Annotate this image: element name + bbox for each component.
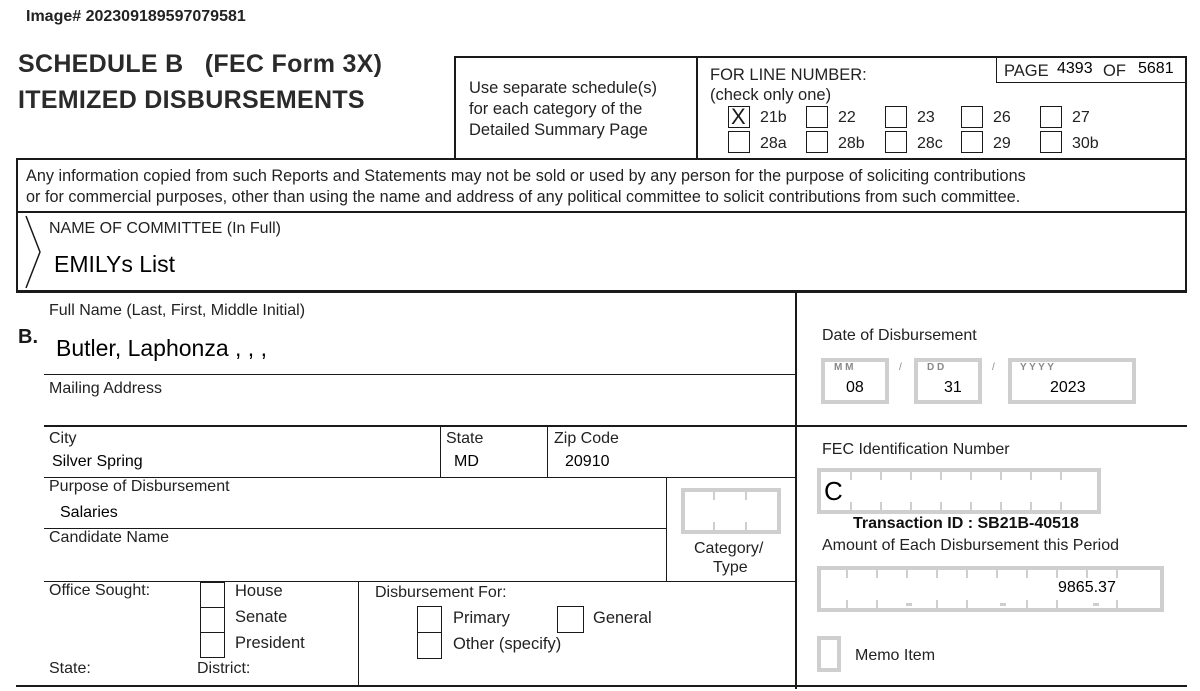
office-president-label: President bbox=[235, 634, 305, 652]
full-name-value: Butler, Laphonza , , , bbox=[56, 335, 267, 361]
candidate-name-label: Candidate Name bbox=[49, 529, 170, 546]
instructions-line-1: Use separate schedule(s) bbox=[469, 79, 658, 97]
section-letter: B. bbox=[18, 326, 38, 348]
office-senate-checkbox[interactable] bbox=[200, 607, 225, 633]
amount-tick-12 bbox=[876, 600, 878, 608]
amount-tick-5 bbox=[966, 570, 968, 578]
amount-tick-16 bbox=[1056, 600, 1058, 608]
fec-tick-12 bbox=[940, 502, 942, 510]
amount-decimal bbox=[1093, 603, 1099, 606]
line-28c-checkbox[interactable] bbox=[885, 131, 907, 153]
name-underline bbox=[44, 374, 795, 375]
amount-tick-11 bbox=[846, 600, 848, 608]
fec-id-box[interactable] bbox=[817, 468, 1101, 514]
amount-value: 9865.37 bbox=[1058, 579, 1116, 596]
date-day: 31 bbox=[944, 379, 962, 396]
page-label: PAGE bbox=[1004, 62, 1049, 80]
line-23-checkbox[interactable] bbox=[885, 106, 907, 128]
category-tick-3 bbox=[713, 522, 715, 530]
category-divider bbox=[666, 477, 667, 582]
day-hint: D D bbox=[927, 362, 945, 373]
line-27-label: 27 bbox=[1072, 109, 1090, 126]
primary-checkbox[interactable] bbox=[417, 606, 442, 633]
line-22-label: 22 bbox=[838, 109, 856, 126]
fec-tick-7 bbox=[1030, 472, 1032, 480]
zip-label: Zip Code bbox=[554, 430, 619, 447]
memo-label: Memo Item bbox=[855, 647, 936, 664]
image-id: Image# 202309189597079581 bbox=[26, 8, 246, 25]
fec-tick-15 bbox=[1030, 502, 1032, 510]
instructions-line-2: for each category of the bbox=[469, 100, 643, 118]
purpose-value: Salaries bbox=[60, 504, 118, 521]
schedule-title bbox=[18, 50, 382, 79]
amount-tick-1 bbox=[846, 570, 848, 578]
transaction-id: Transaction ID : SB21B-40518 bbox=[853, 515, 1079, 532]
form-subtitle: ITEMIZED DISBURSEMENTS bbox=[18, 86, 365, 114]
fec-tick-2 bbox=[880, 472, 882, 480]
line-28b-label: 28b bbox=[838, 135, 865, 152]
committee-name-label: NAME OF COMMITTEE (In Full) bbox=[49, 220, 281, 237]
committee-name: EMILYs List bbox=[54, 251, 175, 277]
fec-tick-5 bbox=[970, 472, 972, 480]
office-house-checkbox[interactable] bbox=[200, 582, 225, 608]
month-hint: M M bbox=[834, 362, 854, 373]
line-21b-checkbox[interactable] bbox=[728, 106, 750, 128]
category-tick-4 bbox=[745, 522, 747, 530]
amount-label: Amount of Each Disbursement this Period bbox=[822, 537, 1120, 554]
line-29-checkbox[interactable] bbox=[961, 131, 983, 153]
fec-id-prefix: C bbox=[824, 476, 843, 506]
notice-line-2: or for commercial purposes, other than using the name and address of any political committee to solicit contributions from such committee. bbox=[26, 188, 1021, 206]
category-tick-2 bbox=[745, 492, 747, 500]
fec-tick-3 bbox=[910, 472, 912, 480]
fec-tick-16 bbox=[1060, 502, 1062, 510]
date-month: 08 bbox=[846, 379, 864, 396]
fec-tick-9 bbox=[850, 502, 852, 510]
line-27-checkbox[interactable] bbox=[1040, 106, 1062, 128]
instructions-line-3: Detailed Summary Page bbox=[469, 121, 648, 139]
line-23-label: 23 bbox=[917, 109, 935, 126]
date-year: 2023 bbox=[1050, 379, 1086, 396]
line-29-label: 29 bbox=[993, 135, 1011, 152]
general-label: General bbox=[593, 609, 652, 627]
category-type-box[interactable] bbox=[681, 488, 781, 534]
amount-tick-15 bbox=[1026, 600, 1028, 608]
line-28a-checkbox[interactable] bbox=[728, 131, 750, 153]
date-separator-2: / bbox=[992, 362, 995, 373]
page-current: 4393 bbox=[1057, 60, 1093, 77]
amount-tick-10 bbox=[1116, 570, 1118, 578]
primary-label: Primary bbox=[453, 609, 510, 627]
fec-tick-14 bbox=[1000, 502, 1002, 510]
amount-tick-13 bbox=[936, 600, 938, 608]
state-value: MD bbox=[454, 453, 479, 470]
amount-tick-8 bbox=[1056, 570, 1058, 578]
amount-tick-3 bbox=[906, 570, 908, 578]
disbursement-for-label: Disbursement For: bbox=[375, 584, 507, 601]
right-column-divider bbox=[795, 293, 797, 689]
page-of-label: OF bbox=[1103, 62, 1126, 80]
city-state-divider bbox=[440, 425, 441, 477]
amount-comma-1 bbox=[906, 603, 912, 606]
form-name: (FEC Form 3X) bbox=[204, 50, 383, 78]
fec-tick-11 bbox=[910, 502, 912, 510]
bottom-rule bbox=[16, 685, 1187, 687]
fec-tick-4 bbox=[940, 472, 942, 480]
amount-tick-14 bbox=[966, 600, 968, 608]
fec-tick-10 bbox=[880, 502, 882, 510]
line-number-subtitle: (check only one) bbox=[710, 86, 832, 104]
candidate-underline bbox=[44, 581, 795, 582]
city-value: Silver Spring bbox=[52, 453, 143, 470]
fec-tick-8 bbox=[1060, 472, 1062, 480]
type-label: Type bbox=[713, 559, 748, 576]
line-26-label: 26 bbox=[993, 109, 1011, 126]
line-30b-label: 30b bbox=[1072, 135, 1099, 152]
purpose-label: Purpose of Disbursement bbox=[49, 478, 230, 495]
state-zip-divider bbox=[547, 425, 548, 477]
date-separator-1: / bbox=[899, 362, 902, 373]
check-mark-icon: X bbox=[731, 104, 746, 129]
fec-tick-6 bbox=[1000, 472, 1002, 480]
category-tick-1 bbox=[713, 492, 715, 500]
line-number-title: FOR LINE NUMBER: bbox=[710, 66, 867, 84]
amount-tick-17 bbox=[1116, 600, 1118, 608]
amount-tick-2 bbox=[876, 570, 878, 578]
full-name-label: Full Name (Last, First, Middle Initial) bbox=[49, 302, 306, 319]
category-label: Category/ bbox=[694, 540, 764, 557]
office-sought-label: Office Sought: bbox=[49, 582, 151, 599]
state-label: State bbox=[446, 430, 484, 447]
line-28a-label: 28a bbox=[760, 135, 787, 152]
line-26-checkbox[interactable] bbox=[961, 106, 983, 128]
office-house-label: House bbox=[235, 582, 283, 600]
office-president-checkbox[interactable] bbox=[200, 632, 225, 658]
office-state-label: State: bbox=[49, 660, 91, 677]
fec-id-label: FEC Identification Number bbox=[822, 441, 1010, 458]
committee-arrow-icon bbox=[24, 214, 44, 290]
city-label: City bbox=[49, 430, 77, 447]
line-21b-label: 21b bbox=[760, 109, 787, 126]
amount-tick-6 bbox=[996, 570, 998, 578]
date-underline bbox=[795, 425, 1187, 427]
mailing-address-label: Mailing Address bbox=[49, 380, 162, 397]
other-label: Other (specify) bbox=[453, 635, 562, 653]
other-checkbox[interactable] bbox=[417, 632, 442, 659]
year-hint: Y Y Y Y bbox=[1020, 362, 1054, 373]
schedule-title-text: SCHEDULE B bbox=[18, 50, 184, 78]
fec-tick-13 bbox=[970, 502, 972, 510]
page-total: 5681 bbox=[1138, 60, 1174, 77]
line-28c-label: 28c bbox=[917, 135, 943, 152]
memo-checkbox[interactable] bbox=[817, 636, 841, 672]
general-checkbox[interactable] bbox=[557, 606, 584, 633]
office-senate-label: Senate bbox=[235, 608, 288, 626]
zip-value: 20910 bbox=[565, 453, 610, 470]
amount-tick-7 bbox=[1026, 570, 1028, 578]
line-22-checkbox[interactable] bbox=[806, 106, 828, 128]
amount-tick-9 bbox=[1086, 570, 1088, 578]
office-divider bbox=[358, 581, 359, 685]
amount-comma-2 bbox=[1000, 603, 1006, 606]
fec-tick-1 bbox=[850, 472, 852, 480]
notice-line-1: Any information copied from such Reports and Statements may not be sold or used by any person for the purpose of soliciting contributions bbox=[26, 167, 1026, 185]
amount-tick-4 bbox=[936, 570, 938, 578]
date-label: Date of Disbursement bbox=[822, 327, 977, 344]
address-underline bbox=[44, 425, 795, 427]
line-30b-checkbox[interactable] bbox=[1040, 131, 1062, 153]
line-28b-checkbox[interactable] bbox=[806, 131, 828, 153]
office-district-label: District: bbox=[197, 660, 251, 677]
